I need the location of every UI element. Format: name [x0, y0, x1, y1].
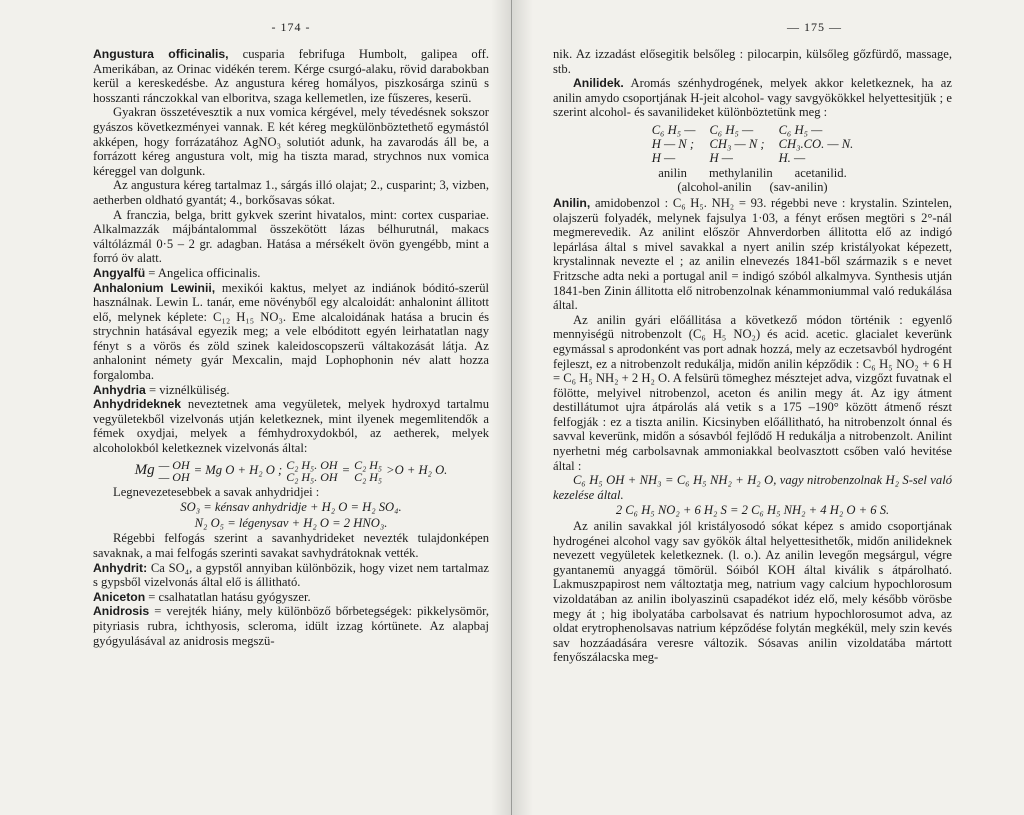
- formula-line: H —: [709, 150, 733, 165]
- entry-text: Az angustura kéreg tartalmaz 1., sárgás illó olajat; 2., cusparint; 3, vizben, aetherben oldható gyantát; 4., borkősavas sókat.: [93, 178, 489, 207]
- formula-stack: [286, 459, 337, 483]
- entry-text: neveztetnek ama vegyületek, melyek hydroxyd tartalmu vegyületekből vizelvonás utján keletkeznek, mint ilyenek megemlitendők a fémek oxydjai, melyek a fémhydroxydokból, az aetherek, melyek alcoholokból keletkeznek vizelvonás által:: [93, 397, 489, 456]
- formula-part: C₂ H₅. OH: [286, 457, 338, 472]
- formula-label: anilin: [658, 165, 687, 180]
- entry-text: amidobenzol : C₆ H₅. NH₂ = 93. régebbi neve : krystalin. Szintelen, olajszerü folyadék, melynek fajsulya 1·03, a fényt erősen megtöri s 2°-nál megmerevedik. Az anilint először Ahnverdorben állitotta elő az indigó lepárlása által s mivel savakkal a nyert anilin szép kristályokat képezett, krystalinnak nevezte el ; az anilin elnevezés 1841-ből származik s e nevet Fritzsche adta neki a portugal anil = indigó szóból alkalmyva. Synthesis utján 1841-ben Zinin állitotta elő nitrobenzolnak kénammoniummal való redukálása által.: [553, 195, 953, 313]
- entry-text: = Angelica officinalis.: [148, 265, 261, 280]
- formula-label: (sav-anilin): [769, 179, 828, 194]
- entry-term: Anilidek.: [573, 76, 624, 91]
- formula-label: acetanilid.: [794, 165, 847, 180]
- formula-labels: [553, 166, 952, 180]
- entry-anidrosis: [93, 604, 489, 648]
- paragraph: [553, 47, 952, 76]
- entry-aniceton: [93, 590, 489, 605]
- right-page: [513, 0, 1024, 815]
- entry-text: = csalhatatlan hatásu gyógyszer.: [148, 589, 311, 604]
- formula-column: [652, 123, 696, 165]
- paragraph: [93, 531, 489, 560]
- formula-part: = Mg O + H₂ O ;: [193, 463, 283, 478]
- formula-labels-secondary: [553, 180, 952, 194]
- formula-stack: [159, 459, 190, 483]
- formula-part: C₂ H₅: [354, 457, 383, 472]
- formula-line: C₆ H₅ —: [778, 122, 823, 137]
- formula-so3: SO₃ = kénsav anhydridje + H₂ O = H₂ SO₄.: [180, 500, 402, 515]
- entry-text: Az anilin gyári előállitása a következő módon történik : egyenlő mennyiségü nitrobenzolt (C₆ H₅ NO₂) és acid. acetic. glacialet keverünk egymással s aprodonként vas port adnak hozzá, mely az eczetsavból hydrogént fejleszt, ez a nitrobenzolt redukálja, midőn anilin képződik : C₆ H₅ NO₂ + 6 H = C₆ H₅ NH₂ + 2 H₂ O. A felsürü tömeghez mésztejet adva, vizgőzt fuvatnak el fölötte, melyivel nitrobenzol, aceton és anilin megy át. Az igy átment destillátumot ujra átpárolás alá vetik s a 175 –190° között átmenő részt felfogják : ez a tiszta anilin. Kicsinyben előállitható, ha nitrobenzolt ónnal és savval keverünk, midőn a sósavból fejlődő H redukálja a nitrobenzolt. Anilint nyerhetni még carbolsavnak ammoniakkal beolvasztott csőben való hevitése által :: [553, 312, 952, 473]
- entry-text: Ca SO₄, a gypstől annyiban különbözik, hogy vizet nem tartalmaz s gypsből vizelvonás által elő is állitható.: [93, 560, 489, 590]
- formula-part: =: [341, 463, 351, 478]
- entry-anhydria: [93, 383, 489, 398]
- entry-anilidek: [553, 76, 952, 120]
- entry-text: = verejték hiány, mely különböző bőrbetegségek: pikkelysömör, pityriasis rubra, ichthyosis, scleroma, idült izzag kórtünete. Az alapbaj gyógyulásával az anidrosis megszü-: [93, 604, 489, 648]
- formula-label: methylanilin: [708, 165, 773, 180]
- formula-column: [779, 123, 854, 165]
- formula-part: C₂ H₅. OH: [286, 469, 338, 484]
- gutter-shadow-right: [513, 0, 533, 815]
- formula-line: CH₃ — N ;: [709, 136, 765, 151]
- entry-angustura: [93, 47, 489, 105]
- entry-term: Anhalonium Lewinii,: [93, 280, 216, 295]
- paragraph: Legnevezetesebbek a savak anhydridjei :: [113, 484, 320, 499]
- paragraph: [553, 519, 952, 665]
- entry-text: Gyakran összetévesztik a nux vomica kérgével, mely tévedésnek sokszor gyászos következményei vannak. E két kéreg megkülönböztethető egymástól akképen, hogy forrázatához AgNO₃ solutiót adunk, ha zavarodás áll be, a forrázott kéreg angustura volt, mig ha tiszta marad, strychnos nux vomica kéreggel van dolgunk.: [93, 105, 489, 178]
- formula-label: (alcohol-anilin: [677, 179, 752, 194]
- anilide-formulas: [553, 123, 952, 165]
- formula-part: — OH: [158, 469, 190, 484]
- paragraph: [553, 313, 952, 474]
- formula-part: >O + H₂ O.: [386, 463, 448, 478]
- formula-line: C₆ H₅ —: [651, 122, 696, 137]
- formula-anhydride: [93, 459, 489, 483]
- entry-term: Anidrosis: [93, 604, 150, 619]
- entry-term: Anhydrit:: [93, 560, 148, 575]
- formula-n2o5: N₂ O₅ = légenysav + H₂ O = 2 HNO₃.: [194, 515, 388, 530]
- page-number-left: - 174 -: [271, 20, 311, 34]
- page-number-right: — 175 —: [787, 20, 842, 34]
- formula-line: C₆ H₅ —: [709, 122, 754, 137]
- formula-stack: [354, 459, 382, 483]
- formula-part: C₂ H₅: [354, 469, 383, 484]
- gutter-shadow-left: [491, 0, 511, 815]
- entry-anhydrideknek: [93, 397, 489, 455]
- entry-text: cusparia febrifuga Humbolt, galipea off. Amerikában, az Orinac vidékén terem. Kérge csurgó-alaku, rövid darabokban kerül a kereskedésbe. Az angustura kéreg homályos, piszkosárga szinü s hosszanti ránczokkal van elboritva, szaga kellemetlen, ize fűszeres, keserü.: [93, 47, 489, 105]
- entry-term: Anhydrideknek: [93, 397, 182, 412]
- paragraph: [93, 178, 489, 207]
- entry-term: Anhydria: [93, 382, 146, 397]
- formula-line: H — N ;: [651, 136, 695, 151]
- formula-part: — OH: [158, 457, 190, 472]
- entry-text: Régebbi felfogás szerint a savanhydrideket nevezték tulajdonképen savaknak, a mai felfogás szerinti savakat savhydrátoknak vették.: [93, 531, 489, 560]
- formula-line: H. —: [778, 150, 806, 165]
- entry-text: mexikói kaktus, melyet az indiánok bóditó-szerül használnak. Lewin L. tanár, eme növényből egy alcaloidát: anhalonint állitott elő, melynek képlete: C₁₂ H₁₅ NO₃. Eme alcaloidának hatása a brucin és strychnin hatásával egyezik meg; a vele elbóditott egyén leirhatatlan nagy fényt s a vörös és zöld szinek kaleidoscopszerü váltakozását látja. Az anhalonint némety gyár Mexcalin, majd Lophophonin név alatt hozza forgalomba.: [93, 280, 489, 383]
- entry-text: A franczia, belga, britt gykvek szerint hivatalos, mint: cortex cuspariae. Alkalmazzák májbántalommal összekötött lázas bélhurutnál, makacs váltólázmál 0·5 – 2 gr. adagban. Hatása a mérsékelt övön gyengébb, mint a forró öv alatt.: [93, 207, 489, 266]
- entry-angyalfu: [93, 266, 489, 281]
- entry-term: Angustura officinalis,: [93, 47, 229, 61]
- entry-term: Aniceton: [93, 589, 146, 604]
- entry-term: Angyalfü: [93, 265, 146, 280]
- reaction-line: 2 C₆ H₅ NO₂ + 6 H₂ S = 2 C₆ H₅ NH₂ + 4 H₂ O + 6 S.: [615, 503, 890, 518]
- paragraph: [93, 208, 489, 266]
- entry-text: nik. Az izzadást elősegitik belsőleg : pilocarpin, külsőleg gőzfürdő, massage, stb.: [553, 47, 952, 76]
- entry-anhydrit: [93, 561, 489, 590]
- entry-text: Aromás szénhydrogének, melyek akkor keletkeznek, ha az anilin amydo csoportjának H-jeit alcohol- vagy savgyökökkel helyettesitjük ; e szerint alcohol- és savanilideket különböztetünk meg :: [553, 76, 952, 120]
- paragraph: [93, 105, 489, 178]
- entry-term: Anilin,: [553, 195, 591, 210]
- entry-anilin: [553, 196, 952, 313]
- entry-text: = viznélküliség.: [148, 382, 230, 397]
- reaction-line: C₆ H₅ OH + NH₃ = C₆ H₅ NH₂ + H₂ O, vagy nitrobenzolnak H₂ S-sel való kezelése által.: [553, 473, 952, 502]
- entry-anhalonium: [93, 281, 489, 383]
- formula-part: Mg: [134, 462, 155, 479]
- formula-column: [709, 123, 764, 165]
- entry-text: Az anilin savakkal jól kristályosodó sókat képez s amido csoportjának hydrogénei alcohol vagy sav gyökök által helyettesithetők, midőn anilideknek nevezett vegyületek keletkeznek. (l. o.). Az anilin levegőn megsárgul, végre gyantanemü anyaggá tömörül. Sóiból KOH által kiválik s átpárolható. Lakmuszpapirost nem változtatja meg, natrium vagy calcium hypochlorosum vizoldatában az anilin ibolyaszinü csapadékot idéz elő, mely később vörösbe megy át ; hig ibolyatába carbolsavat és natrium hypochlorosumot adva, az oldat erytrophenolsavas natrium képződése folytán megkékül, mely szin kevés sav hozzáadására veresre változik. Sósavas anilin vizoldatába mártott fenyőszálacska meg-: [553, 519, 952, 665]
- formula-line: CH₃.CO. — N.: [778, 136, 854, 151]
- formula-line: H —: [651, 150, 676, 165]
